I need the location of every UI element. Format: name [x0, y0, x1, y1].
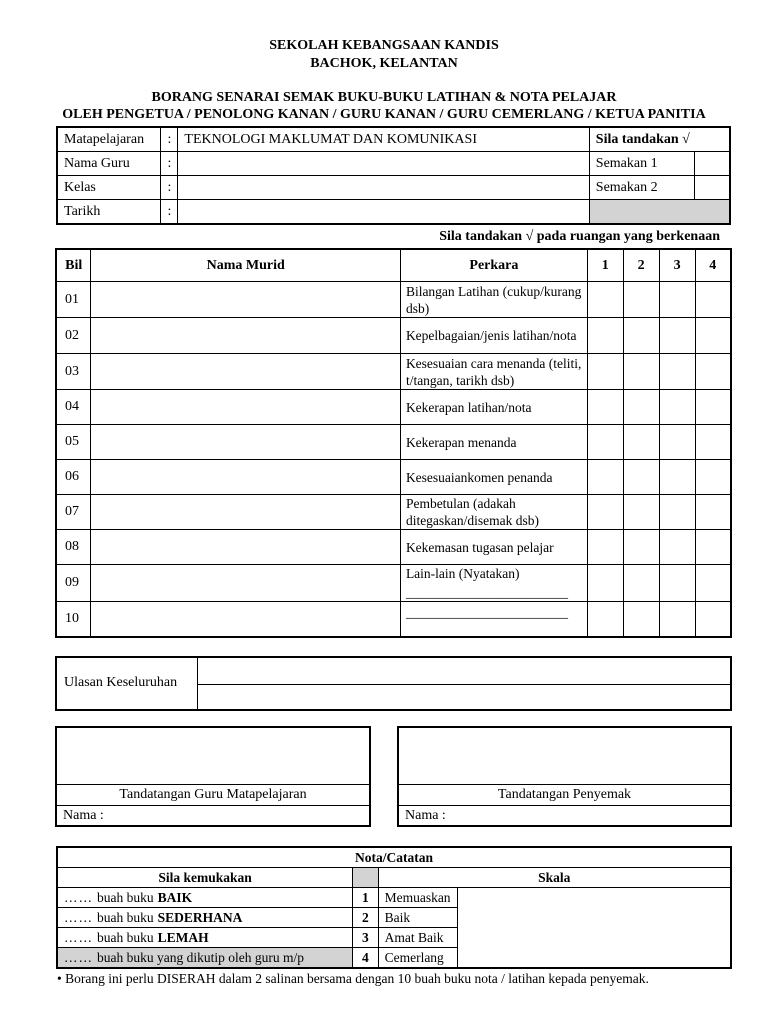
tick-cell-1[interactable] — [587, 602, 623, 637]
teacher-label: Nama Guru — [57, 152, 161, 176]
dots: …… — [64, 909, 93, 925]
tick-cell-3[interactable] — [659, 425, 695, 460]
nota-item[interactable] — [57, 888, 353, 908]
subject-label: Matapelajaran — [57, 127, 161, 152]
scale-number: 3 — [353, 928, 378, 948]
tick-cell-4[interactable] — [695, 425, 731, 460]
tick-cell-3[interactable] — [659, 495, 695, 530]
col-1: 1 — [587, 249, 623, 282]
table-row — [56, 318, 731, 354]
tick-cell-3[interactable] — [659, 282, 695, 318]
tick-cell-2[interactable] — [623, 425, 659, 460]
row-perkara: Kesesuaiankomen penanda — [400, 460, 587, 495]
tick-cell-4[interactable] — [695, 460, 731, 495]
row-bil: 06 — [56, 460, 91, 495]
tick-cell-3[interactable] — [659, 318, 695, 354]
tick-cell-1[interactable] — [587, 565, 623, 602]
tick-cell-1[interactable] — [587, 495, 623, 530]
check2-label: Semakan 2 — [589, 176, 694, 200]
nota-row — [57, 888, 731, 908]
row-perkara — [400, 565, 587, 602]
form-subtitle: OLEH PENGETUA / PENOLONG KANAN / GURU KANAN / GURU CEMERLANG / KETUA PANITIA — [62, 107, 706, 122]
table-header — [56, 249, 731, 282]
tick-header: Sila tandakan √ — [589, 127, 730, 152]
colon: : — [161, 127, 178, 152]
row-bil: 09 — [56, 565, 91, 602]
colon: : — [161, 176, 178, 200]
student-name-cell[interactable] — [91, 460, 400, 495]
scale-number: 4 — [353, 948, 378, 969]
row-bil: 07 — [56, 495, 91, 530]
tick-cell-1[interactable] — [587, 390, 623, 425]
date-field[interactable] — [178, 200, 589, 225]
tick-cell-2[interactable] — [623, 318, 659, 354]
tick-cell-4[interactable] — [695, 390, 731, 425]
date-label: Tarikh — [57, 200, 161, 225]
row-perkara: Kesesuaian cara menanda (teliti, t/tangan, tarikh dsb) — [400, 354, 587, 390]
nota-item-prefix: buah buku — [97, 889, 154, 905]
tick-cell-4[interactable] — [695, 318, 731, 354]
student-name-cell[interactable] — [91, 602, 400, 637]
nota-row — [57, 908, 731, 928]
student-name-cell[interactable] — [91, 390, 400, 425]
tick-cell-4[interactable] — [695, 282, 731, 318]
tick-cell-2[interactable] — [623, 565, 659, 602]
tick-cell-1[interactable] — [587, 460, 623, 495]
row-bil: 08 — [56, 530, 91, 565]
review-box — [55, 656, 732, 711]
blank-line[interactable]: ________________________ — [405, 585, 568, 600]
tick-cell-3[interactable] — [659, 460, 695, 495]
tick-cell-1[interactable] — [587, 530, 623, 565]
table-row — [56, 565, 731, 602]
table-row — [56, 425, 731, 460]
scale-number: 2 — [353, 908, 378, 928]
scale-label: Memuaskan — [378, 888, 457, 908]
tick-cell-3[interactable] — [659, 390, 695, 425]
nota-item-prefix: buah buku — [97, 909, 154, 925]
student-name-cell[interactable] — [91, 425, 400, 460]
checklist-table — [55, 248, 732, 638]
tick-cell-4[interactable] — [695, 495, 731, 530]
col-3: 3 — [659, 249, 695, 282]
dots: …… — [64, 889, 93, 905]
col-2: 2 — [623, 249, 659, 282]
scale-label: Amat Baik — [378, 928, 457, 948]
nota-item-prefix: buah buku — [97, 929, 154, 945]
tick-cell-2[interactable] — [623, 530, 659, 565]
check2-box[interactable] — [694, 176, 730, 200]
scale-number: 1 — [353, 888, 378, 908]
student-name-cell[interactable] — [91, 354, 400, 390]
tick-cell-3[interactable] — [659, 602, 695, 637]
teacher-signature-box — [55, 726, 371, 827]
class-label: Kelas — [57, 176, 161, 200]
checker-signature-label: Tandatangan Penyemak — [497, 787, 632, 802]
student-name-cell[interactable] — [91, 495, 400, 530]
tick-cell-4[interactable] — [695, 602, 731, 637]
row-bil: 03 — [56, 354, 91, 390]
scale-label: Baik — [378, 908, 457, 928]
nota-left-header: Sila kemukakan — [57, 868, 353, 888]
col-nama-murid: Nama Murid — [91, 249, 400, 282]
colon: : — [161, 152, 178, 176]
student-name-cell[interactable] — [91, 530, 400, 565]
tick-cell-4[interactable] — [695, 530, 731, 565]
school-location: BACHOK, KELANTAN — [310, 56, 458, 71]
tick-cell-3[interactable] — [659, 530, 695, 565]
row-perkara: Pembetulan (adakah ditegaskan/disemak dsb) — [400, 495, 587, 530]
checker-name-label: Nama : — [405, 808, 446, 823]
nota-item-bold: LEMAH — [157, 929, 209, 945]
scale-label: Cemerlang — [378, 948, 457, 969]
tick-cell-3[interactable] — [659, 354, 695, 390]
tick-cell-4[interactable] — [695, 354, 731, 390]
check1-label: Semakan 1 — [589, 152, 694, 176]
blank-line[interactable]: ________________________ — [405, 605, 568, 620]
subject-value[interactable]: TEKNOLOGI MAKLUMAT DAN KOMUNIKASI — [178, 127, 589, 152]
tick-cell-2[interactable] — [623, 390, 659, 425]
tick-cell-2[interactable] — [623, 602, 659, 637]
table-row — [56, 354, 731, 390]
row-perkara — [400, 602, 587, 637]
teacher-signature-label: Tandatangan Guru Matapelajaran — [119, 787, 307, 802]
col-4: 4 — [695, 249, 731, 282]
row-bil: 05 — [56, 425, 91, 460]
row-perkara: Kekerapan menanda — [400, 425, 587, 460]
row-perkara: Kepelbagaian/jenis latihan/nota — [400, 318, 587, 354]
school-name: SEKOLAH KEBANGSAAN KANDIS — [269, 38, 499, 53]
class-field[interactable] — [178, 176, 589, 200]
tick-cell-1[interactable] — [587, 282, 623, 318]
student-name-cell[interactable] — [91, 318, 400, 354]
nota-table — [56, 846, 732, 969]
tick-cell-3[interactable] — [659, 565, 695, 602]
nota-item-bold: SEDERHANA — [157, 909, 243, 925]
table-row — [56, 460, 731, 495]
row-bil: 04 — [56, 390, 91, 425]
tick-cell-2[interactable] — [623, 354, 659, 390]
dots: …… — [64, 929, 93, 945]
tick-cell-4[interactable] — [695, 565, 731, 602]
student-name-cell[interactable] — [91, 282, 400, 318]
row-perkara: Bilangan Latihan (cukup/kurang dsb) — [400, 282, 587, 318]
nota-row — [57, 948, 731, 969]
row-perkara: Kekerapan latihan/nota — [400, 390, 587, 425]
nota-item[interactable] — [57, 948, 353, 969]
dots: …… — [64, 949, 93, 965]
table-row — [56, 530, 731, 565]
row-bil: 01 — [56, 282, 91, 318]
nota-item-bold: BAIK — [157, 889, 193, 905]
review-label: Ulasan Keseluruhan — [64, 675, 178, 690]
perkara-text: Lain-lain (Nyatakan) — [405, 566, 520, 581]
tick-cell-2[interactable] — [623, 460, 659, 495]
table-row — [56, 602, 731, 637]
teacher-name-label: Nama : — [63, 808, 104, 823]
col-bil: Bil — [56, 249, 91, 282]
nota-item[interactable] — [57, 908, 353, 928]
instruction: Sila tandakan √ pada ruangan yang berkenaan — [439, 229, 720, 244]
col-perkara: Perkara — [400, 249, 587, 282]
review-line-1[interactable] — [198, 684, 730, 685]
tick-cell-1[interactable] — [587, 318, 623, 354]
row-bil: 02 — [56, 318, 91, 354]
nota-right-header: Skala — [378, 868, 731, 888]
shaded-cell — [589, 200, 730, 225]
tick-cell-2[interactable] — [623, 495, 659, 530]
footnote — [57, 971, 649, 987]
teacher-field[interactable] — [178, 152, 589, 176]
form-title: BORANG SENARAI SEMAK BUKU-BUKU LATIHAN & NOTA PELAJAR — [151, 90, 617, 105]
nota-divider — [353, 868, 378, 888]
row-perkara: Kekemasan tugasan pelajar — [400, 530, 587, 565]
tick-cell-1[interactable] — [587, 354, 623, 390]
row-bil: 10 — [56, 602, 91, 637]
check1-box[interactable] — [694, 152, 730, 176]
nota-row — [57, 928, 731, 948]
bullet-icon: • — [57, 971, 62, 986]
nota-item-prefix: buah buku yang dikutip oleh guru m/p — [97, 949, 304, 965]
table-row — [56, 282, 731, 318]
checker-signature-box — [397, 726, 732, 827]
table-row — [56, 390, 731, 425]
tick-cell-2[interactable] — [623, 282, 659, 318]
table-row — [56, 495, 731, 530]
nota-item[interactable] — [57, 928, 353, 948]
student-name-cell[interactable] — [91, 565, 400, 602]
footnote-text: Borang ini perlu DISERAH dalam 2 salinan bersama dengan 10 buah buku nota / latihan kepada penyemak. — [65, 971, 649, 986]
colon: : — [161, 200, 178, 225]
tick-cell-1[interactable] — [587, 425, 623, 460]
info-table — [56, 126, 731, 225]
nota-title: Nota/Catatan — [57, 847, 731, 868]
